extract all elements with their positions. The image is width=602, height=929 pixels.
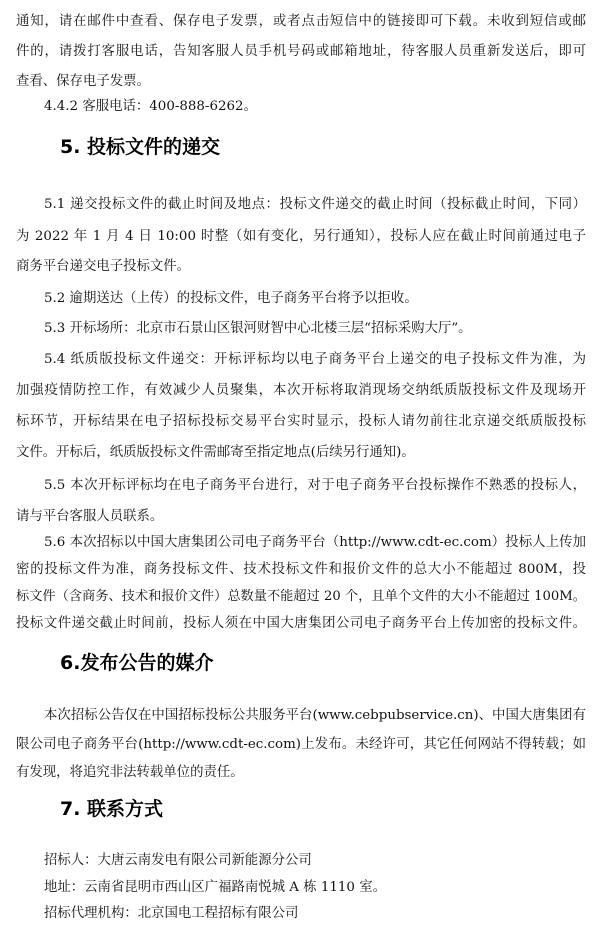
section-7-heading: 7. 联系方式 xyxy=(60,798,164,820)
clause-5-6-line-3: 标文件（含商务、技术和报价文件）总数量不能超过 20 个，且单个文件的大小不能超过 100M。 xyxy=(16,589,586,604)
clause-5-2: 5.2 逾期送达（上传）的投标文件，电子商务平台将予以拒收。 xyxy=(44,291,418,306)
clause-5-1-line-2: 为 2022 年 1 月 4 日 10:00 时整（如有变化，另行通知），投标人应在截止时间前通过电子 xyxy=(16,229,586,244)
clause-5-1-line-1: 5.1 递交投标文件的截止时间及地点：投标文件递交的截止时间（投标截止时间，下同） xyxy=(44,197,586,212)
clause-5-4-line-4: 文件。开标后，纸质版投标文件需邮寄至指定地点(后续另行通知)。 xyxy=(16,445,415,460)
intro-line-2: 件的，请拨打客服电话，告知客服人员手机号码或邮箱地址，待客服人员重新发送后，即可 xyxy=(16,44,586,59)
contact-agency: 招标代理机构：北京国电工程招标有限公司 xyxy=(44,906,299,921)
media-notice-line-3: 有发现，将追究非法转载单位的责任。 xyxy=(16,765,244,780)
clause-5-6-line-4: 投标文件递交截止时间前，投标人须在中国大唐集团公司电子商务平台上传加密的投标文件。 xyxy=(16,616,586,631)
clause-5-3: 5.3 开标场所：北京市石景山区银河财智中心北楼三层“招标采购大厅”。 xyxy=(44,321,472,336)
contact-address: 地址：云南省昆明市西山区广福路南悦城 A 栋 1110 室。 xyxy=(44,880,386,895)
clause-5-6-line-1: 5.6 本次招标以中国大唐集团公司电子商务平台（http://www.cdt-ec.com）投标人上传加 xyxy=(44,535,586,550)
customer-service-phone: 4.4.2 客服电话：400-888-6262。 xyxy=(44,99,257,114)
clause-5-4-line-2: 加强疫情防控工作，有效减少人员聚集，本次开标将取消现场交纳纸质版投标文件及现场开 xyxy=(16,383,586,398)
clause-5-4-line-3: 标环节，开标结果在电子招标投标交易平台实时显示，投标人请勿前往北京递交纸质版投标 xyxy=(16,414,586,429)
clause-5-6-line-2: 密的投标文件为准，商务投标文件、技术投标文件和报价文件的总大小不能超过 800M，投 xyxy=(16,562,586,577)
section-5-heading: 5. 投标文件的递交 xyxy=(60,136,221,158)
media-notice-line-1: 本次招标公告仅在中国招标投标公共服务平台(www.cebpubservice.cn)、中国大唐集团有 xyxy=(44,708,586,723)
clause-5-5-line-2: 请与平台客服人员联系。 xyxy=(16,509,164,524)
intro-line-3: 查看、保存电子发票。 xyxy=(16,74,150,89)
clause-5-5-line-1: 5.5 本次开标评标均在电子商务平台进行，对于电子商务平台投标操作不熟悉的投标人， xyxy=(44,478,586,493)
clause-5-1-line-3: 商务平台递交电子投标文件。 xyxy=(16,259,191,274)
clause-5-4-line-1: 5.4 纸质版投标文件递交：开标评标均以电子商务平台上递交的电子投标文件为准，为 xyxy=(44,352,586,367)
intro-line-1: 通知，请在邮件中查看、保存电子发票，或者点击短信中的链接即可下载。未收到短信或邮 xyxy=(16,14,586,29)
contact-tenderer: 招标人：大唐云南发电有限公司新能源分公司 xyxy=(44,853,312,868)
section-6-heading: 6.发布公告的媒介 xyxy=(60,652,214,674)
media-notice-line-2: 限公司电子商务平台(http://www.cdt-ec.com)上发布。未经许可，其它任何网站不得转载；如 xyxy=(16,737,586,752)
